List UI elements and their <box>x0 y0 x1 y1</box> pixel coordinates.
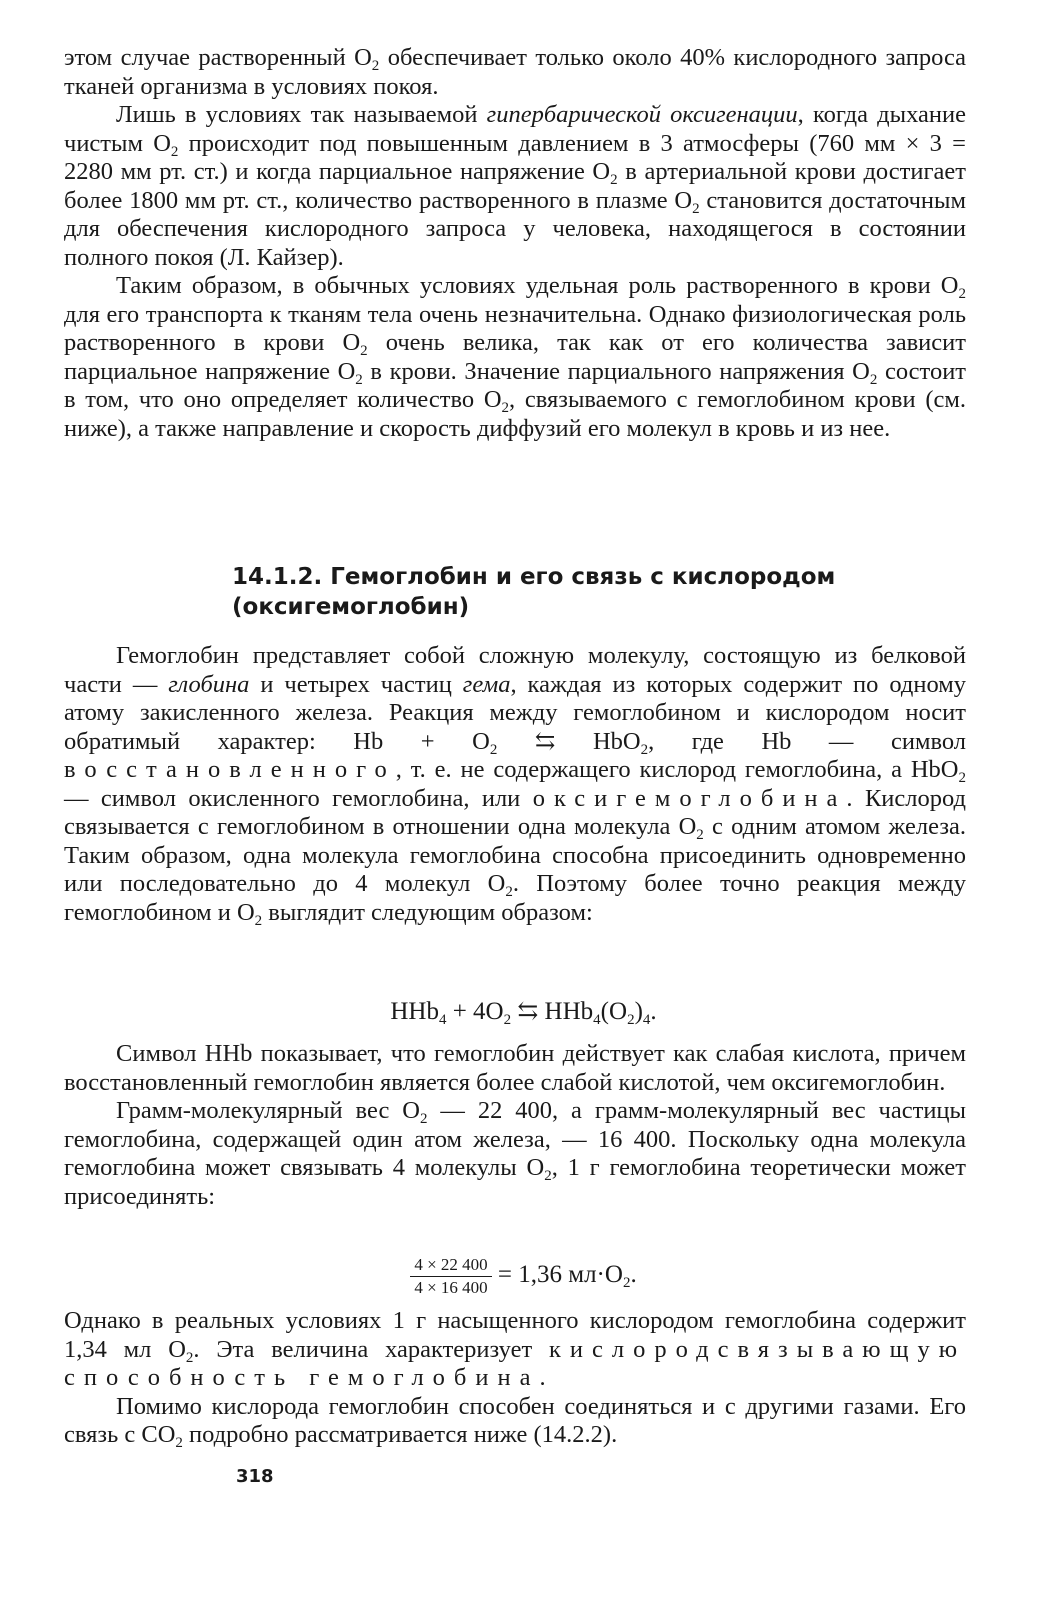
text-block-lower <box>64 1040 966 1211</box>
section-heading: 14.1.2. Гемоглобин и его связь с кислородом (оксигемоглобин) <box>232 564 836 620</box>
paragraph-3: Таким образом, в обычных условиях удельная роль растворенного в крови $O_2$ для его транспорта к тканям тела очень незначительна. Однако физиологическая роль растворенного в крови $O_2$ очень велика, так как от его количества зависит парциальное напряжение $O_2$ в крови. Значение парциального напряжения $O_2$ состоит в том, что оно определяет количество $O_2$, связываемого с гемоглобином крови (см. ниже), а также направление и скорость диффузий его молекул в кровь и из нее. <box>64 272 967 442</box>
reaction-equation: $HHb_4 + 4O_2$ ⇆ $HHb_4(O_2)_4$. <box>390 998 657 1028</box>
paragraph-4: Гемоглобин представляет собой сложную молекулу, состоящую из белковой части — глобина и четырех частиц гема, каждая из которых содержит по одному атому закисленного железа. Реакция между гемоглобином и кислородом носит обратимый характер: $Hb + O_2$ ⇆ HbO$_2$, где Hb — символ восстановленного, т. е. не содержащего кислород гемоглобина, а HbO$_2$ — символ окисленного гемоглобина, или оксигемоглобина. Кислород связывается с гемоглобином в отношении одна молекула $O_2$ с одним атомом железа. Таким образом, одна молекула гемоглобина способна присоединить одновременно или последовательно до 4 молекул $O_2$. Поэтому более точно реакция между гемоглобином и $O_2$ выглядит следующим образом: <box>64 642 967 929</box>
paragraph-7: Однако в реальных условиях 1 г насыщенного кислородом гемоглобина содержит 1,34 мл $O_2$. Эта величина характеризует кислородсвязывающую способность гемоглобина. <box>64 1307 966 1391</box>
paragraph-6: Грамм-молекулярный вес $O_2$ — 22 400, а грамм-молекулярный вес частицы гемоглобина, содержащей один атом железа, — 16 400. Поскольку одна молекула гемоглобина может связывать 4 молекулы $O_2$, 1 г гемоглобина теоретически может присоединять: <box>64 1097 967 1210</box>
paragraph-8: Помимо кислорода гемоглобин способен соединяться и с другими газами. Его связь с $CO_2$ подробно рассматривается ниже (14.2.2). <box>64 1392 966 1451</box>
fraction-denominator: 4 × 16 400 <box>414 1278 488 1297</box>
paragraph-1: этом случае растворенный $O_2$ обеспечивает только около 40% кислородного запроса тканей организма в условиях покоя. <box>64 44 966 100</box>
paragraph-2: Лишь в условиях так называемой гипербарической оксигенации, когда дыхание чистым $O_2$ происходит под повышенным давлением в 3 атмосферы (760 мм × 3 = 2280 мм рт. ст.) и когда парциальное напряжение $O_2$ в артериальной крови достигает более 1800 мм рт. ст., количество растворенного в плазме $O_2$ становится достаточным для обеспечения кислородного запроса у человека, находящегося в состоянии полного покоя (Л. Кайзер). <box>64 101 966 271</box>
page-number: 318 <box>236 1466 274 1487</box>
text-block-top <box>64 44 966 443</box>
text-block-middle <box>64 642 966 927</box>
fraction-equation: $\frac{4 \times 22 400}{4 \times 16 400}$ = 1,36 $мл\cdot O_2$. <box>0 1254 1047 1299</box>
fraction <box>410 1254 491 1299</box>
text-block-bottom <box>64 1307 966 1450</box>
paragraph-5: Символ HHb показывает, что гемоглобин действует как слабая кислота, причем восстановленный гемоглобин является более слабой кислотой, чем оксигемоглобин. <box>64 1040 966 1096</box>
fraction-numerator: 4 × 22 400 <box>410 1254 491 1277</box>
